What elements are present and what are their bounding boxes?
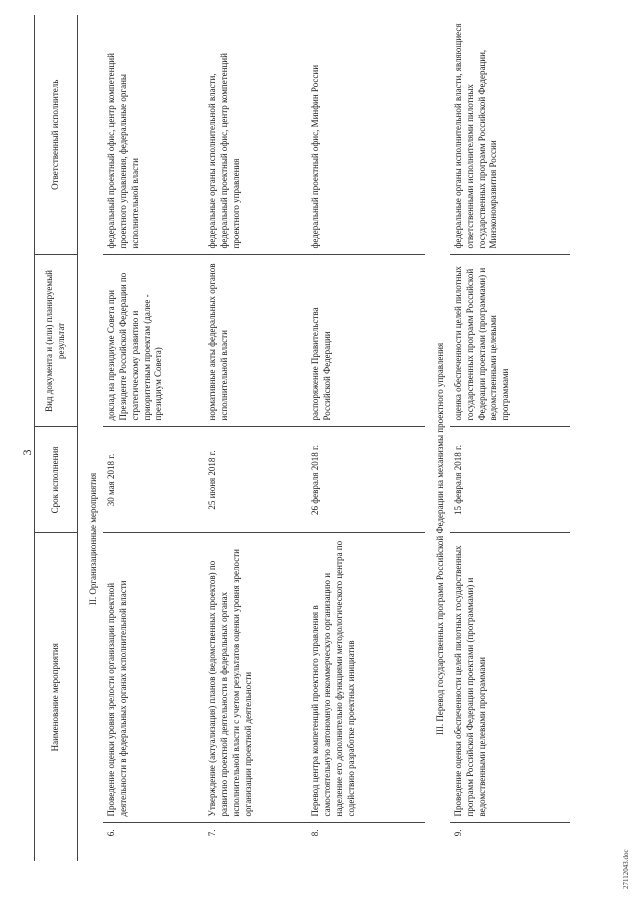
table-row — [204, 15, 307, 861]
header-name: Наименование мероприятия — [35, 533, 78, 861]
action-plan-table — [34, 15, 570, 861]
row-name: Проведение оценки обеспеченности целей пилотных государственных программ Российской Федерации проектами (программами) и ведомственными целевыми программами — [450, 533, 570, 823]
row-deadline: 30 мая 2018 г. — [103, 427, 204, 533]
row-result: доклад на президиуме Совета при Президенте Российской Федерации по стратегическому развитию и приоритетным проектам (далее - президиум Совета) — [103, 255, 204, 427]
table-row — [450, 15, 570, 861]
row-result: распоряжение Правительства Российской Федерации — [307, 255, 425, 427]
row-name: Проведение оценки уровня зрелости организации проектной деятельности в федеральных органах исполнительной власти — [103, 533, 204, 823]
header-deadline: Срок исполнения — [35, 427, 78, 533]
row-deadline: 15 февраля 2018 г. — [450, 427, 570, 533]
section-heading-row — [78, 15, 103, 861]
section-heading: III. Перевод государственных программ Российской Федерации на механизмы проектного управления — [434, 342, 445, 736]
row-number: 8. — [309, 829, 320, 837]
file-id: 2711204З.doc — [622, 849, 630, 889]
row-executor: федеральный проектный офис, центр компетенций проектного управления, федеральные органы исполнительной власти — [103, 15, 204, 255]
row-number: 7. — [206, 829, 217, 837]
row-name: Утверждение (актуализация) планов (ведомственных проектов) по развитию проектной деятельности в федеральных органах исполнительной власти с учетом результатов оценки уровня зрелости организации проектной деятельности — [204, 533, 307, 823]
table-row — [307, 15, 425, 861]
row-result: оценка обеспеченности целей пилотных государственных программ Российской Федерации проектами (программами) и ведомственными целевыми программами — [450, 255, 570, 427]
table-header-row — [35, 15, 78, 861]
row-number: 9. — [452, 829, 463, 837]
row-executor: федеральные органы исполнительной власти, являющиеся ответственными исполнителями пилотных государственных программ Российской Федерации, Минэкономразвития России — [450, 15, 570, 255]
header-result: Вид документа и (или) планируемый результат — [35, 255, 78, 427]
page-number: 3 — [20, 449, 34, 456]
row-deadline: 25 июня 2018 г. — [204, 427, 307, 533]
row-result: нормативные акты федеральных органов исполнительной власти — [204, 255, 307, 427]
header-executor: Ответственный исполнитель — [35, 15, 78, 255]
row-executor: федеральные органы исполнительной власти, федеральный проектный офис, центр компетенций проектного управления — [204, 15, 307, 255]
section-heading: II. Организационные мероприятия — [88, 472, 98, 606]
section-heading-row — [425, 15, 450, 861]
row-executor: федеральный проектный офис, Минфин России — [307, 15, 425, 255]
table-row — [103, 15, 204, 861]
row-number: 6. — [105, 829, 116, 837]
row-deadline: 26 февраля 2018 г. — [307, 427, 425, 533]
row-name: Перевод центра компетенций проектного управления в самостоятельную автономную некоммерческую организацию и наделение его дополнительно функциями методологического центра по содействию разработке проектных инициатив — [307, 533, 425, 823]
